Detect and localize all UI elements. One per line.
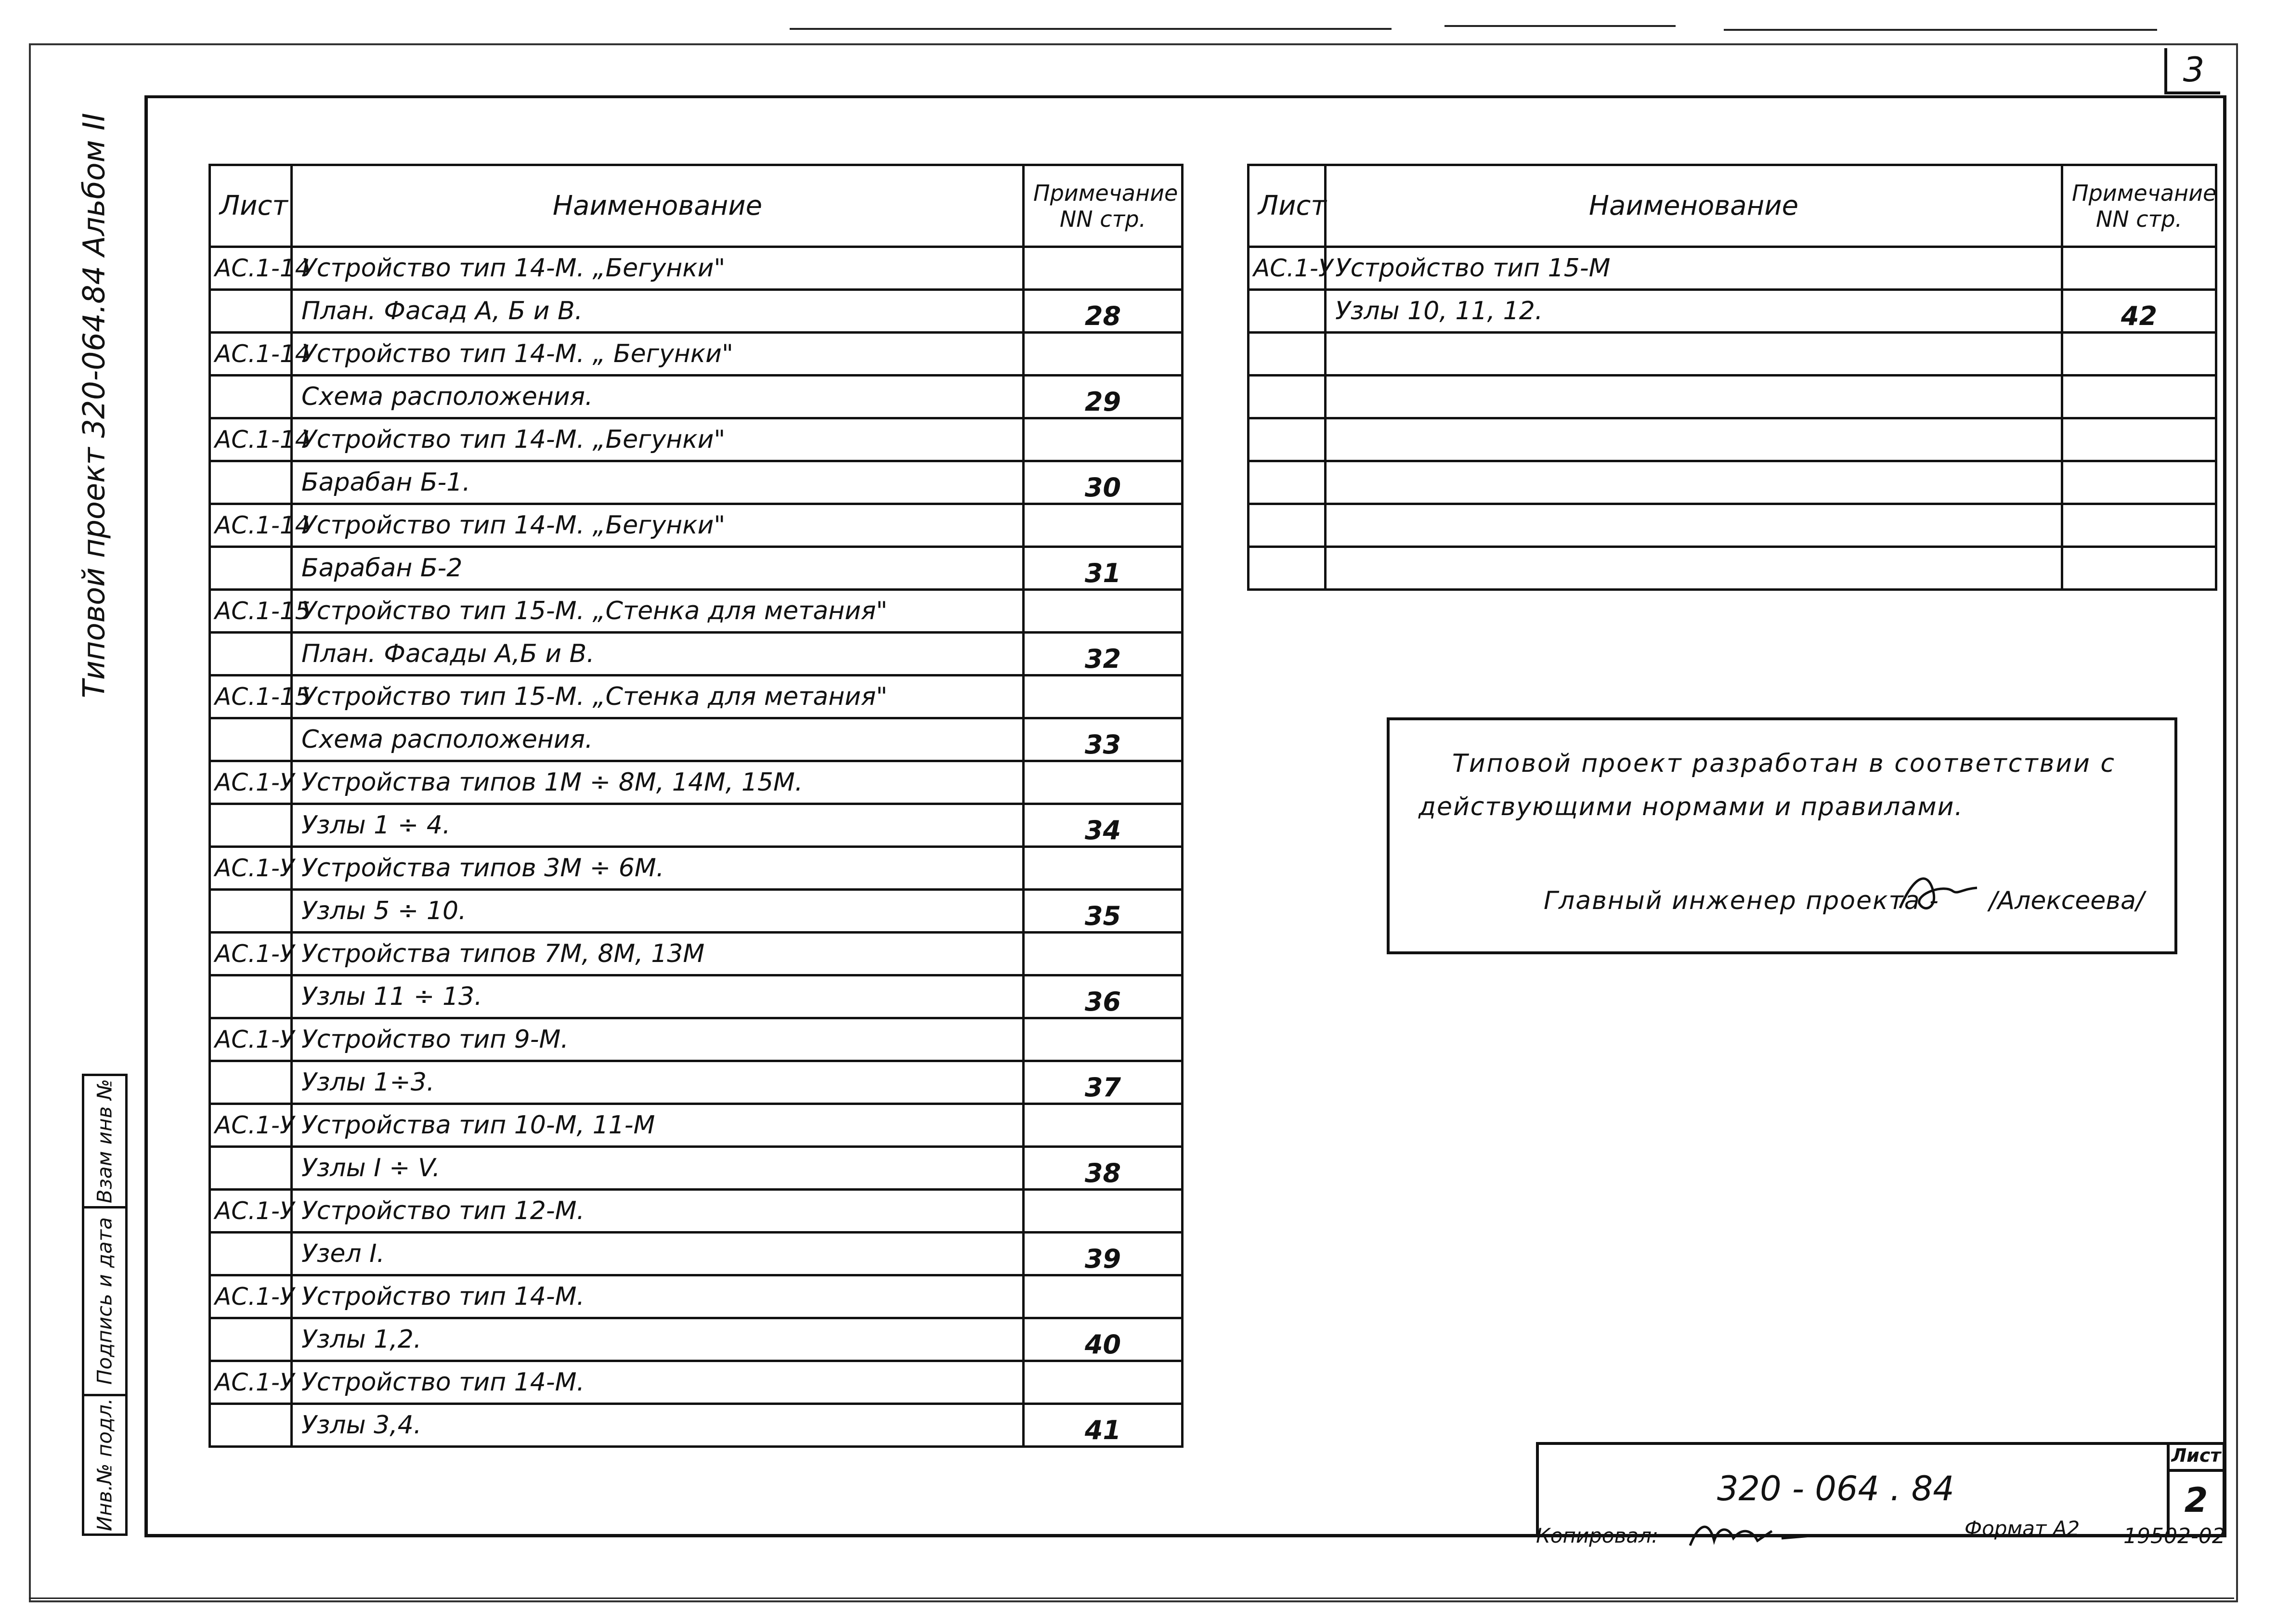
stamp-inventory-label: Инв.№ подл. <box>92 1398 117 1532</box>
name-cell: Устройство тип 14-М. „Бегунки" <box>292 247 1024 290</box>
sheet-number: 2 <box>2184 1481 2208 1520</box>
right-contents-table <box>1247 164 2217 591</box>
table-row <box>210 1318 1183 1361</box>
sheet-cell: АС.1-У <box>210 847 292 890</box>
table-row <box>1249 461 2216 504</box>
page-cell: 29 <box>1024 376 1183 418</box>
table-row <box>210 676 1183 718</box>
name-cell: План. Фасады А,Б и В. <box>292 633 1024 676</box>
archive-number: 19502-02 <box>2123 1524 2225 1548</box>
sheet-cell <box>210 461 292 504</box>
table-row <box>210 1104 1183 1147</box>
table-row <box>210 1018 1183 1061</box>
sheet-cell <box>210 290 292 333</box>
table-row <box>1249 547 2216 590</box>
sheet-cell: АС.1-У <box>210 933 292 975</box>
name-cell: Устройство тип 14-М. „Бегунки" <box>292 504 1024 547</box>
stamp-cell-inventory <box>82 1394 128 1536</box>
name-cell: Устройство тип 14-М. „Бегунки" <box>292 418 1024 461</box>
sheet-cell: АС.1-У <box>210 1018 292 1061</box>
sheet-cell: АС.1-14 <box>210 504 292 547</box>
page-cell: 40 <box>1024 1318 1183 1361</box>
name-cell <box>1326 418 2062 461</box>
page-cell <box>1024 1361 1183 1404</box>
sheet-cell: АС.1-14 <box>210 333 292 376</box>
sheet-cell <box>210 547 292 590</box>
sheet-label: Лист <box>2170 1445 2223 1472</box>
page-cell <box>1024 1275 1183 1318</box>
page-cell <box>2062 461 2216 504</box>
name-cell <box>1326 333 2062 376</box>
page-cell <box>1024 1190 1183 1233</box>
table-row <box>1249 247 2216 290</box>
table-row <box>210 847 1183 890</box>
format-label: Формат А2 <box>1965 1517 2080 1540</box>
table-row <box>210 761 1183 804</box>
left-table-body <box>210 247 1183 1447</box>
top-scan-line-2 <box>1444 25 1676 27</box>
name-cell: Устройства типов 3М ÷ 6М. <box>292 847 1024 890</box>
table-row <box>210 333 1183 376</box>
page-cell: 35 <box>1024 890 1183 933</box>
sheet-cell <box>210 975 292 1018</box>
table-row <box>1249 290 2216 333</box>
notice-line-2: действующими нормами и правилами. <box>1418 793 1964 821</box>
page-cell <box>2062 547 2216 590</box>
name-cell <box>1326 547 2062 590</box>
table-row <box>210 1361 1183 1404</box>
stamp-cell-signature <box>82 1206 128 1396</box>
copied-by-label: Копировал: <box>1536 1524 1659 1547</box>
sheet-cell: АС.1-15 <box>210 590 292 633</box>
page-cell <box>1024 933 1183 975</box>
table-row <box>210 290 1183 333</box>
name-cell <box>1326 461 2062 504</box>
page-cell <box>1024 247 1183 290</box>
page-number: 3 <box>2164 48 2220 94</box>
page-cell <box>2062 247 2216 290</box>
left-header-row <box>210 165 1183 247</box>
header-note: Примечание NN стр. <box>2062 165 2216 247</box>
name-cell: Устройство тип 14-М. <box>292 1275 1024 1318</box>
name-cell: Устройство тип 14-М. „ Бегунки" <box>292 333 1024 376</box>
page-cell <box>2062 333 2216 376</box>
table-row <box>210 1233 1183 1275</box>
name-cell: Узлы 1,2. <box>292 1318 1024 1361</box>
header-note: Примечание NN стр. <box>1024 165 1183 247</box>
name-cell: Узлы 11 ÷ 13. <box>292 975 1024 1018</box>
notice-engineer-name: /Алексеева/ <box>1989 886 2145 915</box>
sheet-cell <box>1249 333 1326 376</box>
sheet-cell: АС.1-15 <box>210 676 292 718</box>
table-row <box>210 418 1183 461</box>
top-scan-line <box>790 28 1392 30</box>
sheet-box <box>2167 1445 2223 1534</box>
notice-line-1: Типовой проект разработан в соответствии с <box>1452 749 2116 778</box>
page-cell <box>1024 590 1183 633</box>
page-cell: 34 <box>1024 804 1183 847</box>
copier-signature <box>1685 1512 1820 1555</box>
name-cell: Схема расположения. <box>292 376 1024 418</box>
name-cell: Устройства тип 10-М, 11-М <box>292 1104 1024 1147</box>
name-cell: Барабан Б-1. <box>292 461 1024 504</box>
table-row <box>210 1275 1183 1318</box>
name-cell: Устройство тип 12-М. <box>292 1190 1024 1233</box>
name-cell: Устройство тип 9-М. <box>292 1018 1024 1061</box>
page-cell: 30 <box>1024 461 1183 504</box>
name-cell <box>1326 504 2062 547</box>
name-cell: План. Фасад А, Б и В. <box>292 290 1024 333</box>
table-row <box>210 461 1183 504</box>
page-cell: 33 <box>1024 718 1183 761</box>
name-cell: Устройство тип 15-М. „Стенка для метания" <box>292 590 1024 633</box>
page-cell <box>2062 418 2216 461</box>
name-cell: Устройство тип 15-М. „Стенка для метания" <box>292 676 1024 718</box>
sheet-cell: АС.1-У <box>210 1104 292 1147</box>
sheet-cell: АС.1-У <box>210 761 292 804</box>
table-row <box>210 890 1183 933</box>
sheet-cell <box>210 1318 292 1361</box>
sheet-cell <box>1249 547 1326 590</box>
page-cell: 31 <box>1024 547 1183 590</box>
sheet-cell <box>1249 461 1326 504</box>
sheet-cell <box>1249 290 1326 333</box>
sheet-cell: АС.1-У <box>210 1190 292 1233</box>
table-row <box>1249 333 2216 376</box>
sheet-cell: АС.1-У <box>1249 247 1326 290</box>
name-cell: Устройство тип 15-М <box>1326 247 2062 290</box>
page-cell: 38 <box>1024 1147 1183 1190</box>
page-cell: 32 <box>1024 633 1183 676</box>
page-cell <box>1024 847 1183 890</box>
left-contents-table <box>208 164 1184 1448</box>
sheet-cell <box>1249 504 1326 547</box>
name-cell: Узлы I ÷ V. <box>292 1147 1024 1190</box>
page-cell: 41 <box>1024 1404 1183 1447</box>
page-cell <box>1024 333 1183 376</box>
side-label <box>58 113 130 698</box>
sheet-cell <box>1249 376 1326 418</box>
page-cell <box>1024 761 1183 804</box>
page-cell: 42 <box>2062 290 2216 333</box>
header-name: Наименование <box>1326 165 2062 247</box>
table-row <box>210 718 1183 761</box>
sheet-cell <box>210 376 292 418</box>
title-block <box>1536 1442 2225 1534</box>
table-row <box>210 1061 1183 1104</box>
table-row <box>210 933 1183 975</box>
sheet-cell <box>210 1233 292 1275</box>
bottom-scan-line <box>29 1598 2234 1599</box>
name-cell: Устройства типов 1М ÷ 8М, 14М, 15М. <box>292 761 1024 804</box>
name-cell: Устройство тип 14-М. <box>292 1361 1024 1404</box>
page-cell: 36 <box>1024 975 1183 1018</box>
sheet-cell <box>210 804 292 847</box>
table-row <box>210 1190 1183 1233</box>
header-sheet: Лист <box>210 165 292 247</box>
side-label-text: Типовой проект 320-064.84 Альбом II <box>76 113 112 698</box>
name-cell: Узлы 1 ÷ 4. <box>292 804 1024 847</box>
name-cell: Узлы 10, 11, 12. <box>1326 290 2062 333</box>
table-row <box>210 975 1183 1018</box>
right-table-body <box>1249 247 2216 590</box>
stamp-signature-label: Подпись и дата <box>92 1217 117 1385</box>
name-cell: Узлы 1÷3. <box>292 1061 1024 1104</box>
page-cell <box>1024 676 1183 718</box>
sheet-cell: АС.1-14 <box>210 247 292 290</box>
page-cell <box>1024 418 1183 461</box>
name-cell: Узел I. <box>292 1233 1024 1275</box>
name-cell <box>1326 376 2062 418</box>
table-row <box>210 1404 1183 1447</box>
compliance-notice <box>1387 717 2177 954</box>
signature-mark <box>1895 865 1982 918</box>
page-cell <box>2062 376 2216 418</box>
sheet-cell <box>210 633 292 676</box>
page-cell <box>1024 1104 1183 1147</box>
table-row <box>210 247 1183 290</box>
header-name: Наименование <box>292 165 1024 247</box>
stamp-replace-label: Взам инв № <box>92 1078 117 1204</box>
table-row <box>210 1147 1183 1190</box>
name-cell: Устройства типов 7М, 8М, 13М <box>292 933 1024 975</box>
table-row <box>1249 504 2216 547</box>
sheet-cell: АС.1-У <box>210 1275 292 1318</box>
sheet-cell <box>210 890 292 933</box>
table-row <box>210 547 1183 590</box>
table-row <box>210 633 1183 676</box>
name-cell: Схема расположения. <box>292 718 1024 761</box>
page-cell <box>2062 504 2216 547</box>
page-cell: 39 <box>1024 1233 1183 1275</box>
notice-engineer-label: Главный инженер проекта - <box>1544 886 1939 915</box>
page-cell: 37 <box>1024 1061 1183 1104</box>
sheet-cell <box>210 1061 292 1104</box>
page-cell: 28 <box>1024 290 1183 333</box>
sheet-cell <box>210 1147 292 1190</box>
table-row <box>210 804 1183 847</box>
sheet-cell <box>210 718 292 761</box>
name-cell: Узлы 5 ÷ 10. <box>292 890 1024 933</box>
stamp-cell-replace <box>82 1074 128 1208</box>
table-row <box>210 376 1183 418</box>
table-row <box>210 590 1183 633</box>
sheet-cell: АС.1-У <box>210 1361 292 1404</box>
page-cell <box>1024 504 1183 547</box>
table-row <box>1249 376 2216 418</box>
sheet-cell <box>210 1404 292 1447</box>
sheet-cell: АС.1-14 <box>210 418 292 461</box>
project-code: 320 - 064 . 84 <box>1717 1469 1954 1508</box>
page-cell <box>1024 1018 1183 1061</box>
sheet-cell <box>1249 418 1326 461</box>
name-cell: Барабан Б-2 <box>292 547 1024 590</box>
header-sheet: Лист <box>1249 165 1326 247</box>
right-header-row <box>1249 165 2216 247</box>
table-row <box>210 504 1183 547</box>
table-row <box>1249 418 2216 461</box>
top-scan-line-3 <box>1724 29 2157 31</box>
name-cell: Узлы 3,4. <box>292 1404 1024 1447</box>
